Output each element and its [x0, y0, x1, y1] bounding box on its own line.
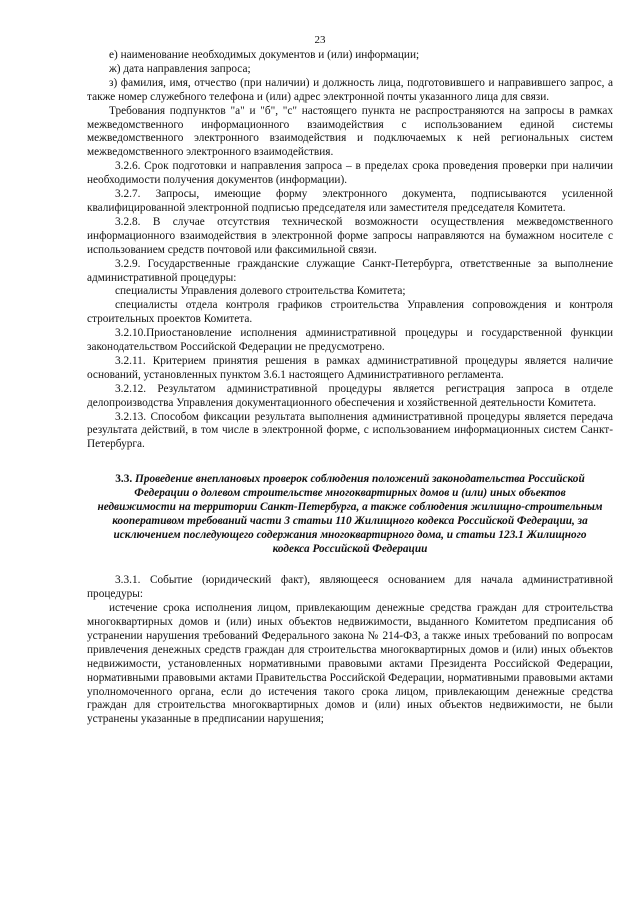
paragraph: 3.2.11. Критерием принятия решения в рамках административной процедуры является наличие оснований, установленных пунктом 3.6.1 настоящего Административного регламента. — [87, 354, 613, 381]
paragraph: з) фамилия, имя, отчество (при наличии) и должность лица, подготовившего и направившего запрос, а также номер служебного телефона и (или) адрес электронной почты указанного лица для связи. — [87, 76, 613, 103]
paragraph: 3.2.8. В случае отсутствия технической возможности осуществления межведомственного информационного взаимодействия в электронной форме запросы направляются на бумажном носителе с использованием средств почтовой или факсимильной связи. — [87, 215, 613, 256]
paragraph: 3.2.12. Результатом административной процедуры является регистрация запроса в отделе делопроизводства Управления документационного обеспечения и хозяйственной деятельности Комитета. — [87, 382, 613, 409]
paragraph: е) наименование необходимых документов и (или) информации; — [109, 49, 420, 61]
paragraph: 3.2.13. Способом фиксации результата выполнения административной процедуры является передача результата действий, в том числе в электронной форме, с использованием информационных систем Санкт-Петербурга. — [87, 410, 613, 451]
paragraph: Требования подпунктов "а" и "б", "с" настоящего пункта не распространяются на запросы в рамках межведомственного информационного взаимодействия с использованием единой системы межведомственного электронного взаимодействия и подключаемых к ней региональных систем межведомственного электронного взаимодействия. — [87, 104, 613, 159]
document-body — [87, 49, 613, 727]
paragraph: 3.2.7. Запросы, имеющие форму электронного документа, подписываются усиленной квалифицированной электронной подписью председателя или заместителя председателя Комитета. — [87, 188, 613, 214]
section-title: Проведение внеплановых проверок соблюдения положений законодательства Российской Федерации о долевом строительстве многоквартирных домов и (или) иных объектов недвижимости на территории Санкт-Петербурга, а также соблюдения жилищно-строительным кооперативом требований части 3 статьи 110 Жилищного кодекса Российской Федерации, за исключением последующего содержания многоквартирного дома, и статьи 123.1 Жилищного кодекса Российской Федерации — [97, 473, 603, 556]
section-number: 3.3. — [115, 473, 133, 486]
paragraph: специалисты Управления долевого строительства Комитета; — [115, 285, 406, 298]
paragraph: истечение срока исполнения лицом, привлекающим денежные средства граждан для строительства многоквартирных домов и (или) иных объектов недвижимости, выданного Комитетом предписания об устранении нарушения требований Федерального закона № 214-ФЗ, а также иных требований по вопросам привлечения денежных средств граждан для строительства многоквартирных домов и (или) иных объектов недвижимости, установленных нормативными правовыми актами Президента Российской Федерации, нормативными правовыми актами Правительства Российской Федерации, нормативными правовыми актами уполномоченного органа, если до истечения такого срока лицом, привлекающим денежные средства граждан для строительства многоквартирных домов и (или) иных объектов недвижимости, не были устранены указанные в предписании нарушения; — [87, 602, 613, 726]
paragraph: 3.3.1. Событие (юридический факт), являющееся основанием для начала административной процедуры: — [87, 574, 613, 601]
paragraph: 3.2.10.Приостановление исполнения административной процедуры и государственной функции законодательством Российской Федерации не предусмотрено. — [87, 327, 613, 354]
paragraph: 3.2.9. Государственные гражданские служащие Санкт-Петербурга, ответственные за выполнение административной процедуры: — [87, 257, 613, 284]
section-heading — [95, 472, 605, 556]
page-number: 23 — [314, 34, 326, 46]
paragraph: 3.2.6. Срок подготовки и направления запроса – в пределах срока проведения проверки при наличии необходимости получения документов (информации). — [87, 160, 613, 187]
paragraph: специалисты отдела контроля графиков строительства Управления сопровождения и контроля строительных проектов Комитета. — [87, 299, 613, 326]
paragraph: ж) дата направления запроса; — [109, 62, 251, 75]
